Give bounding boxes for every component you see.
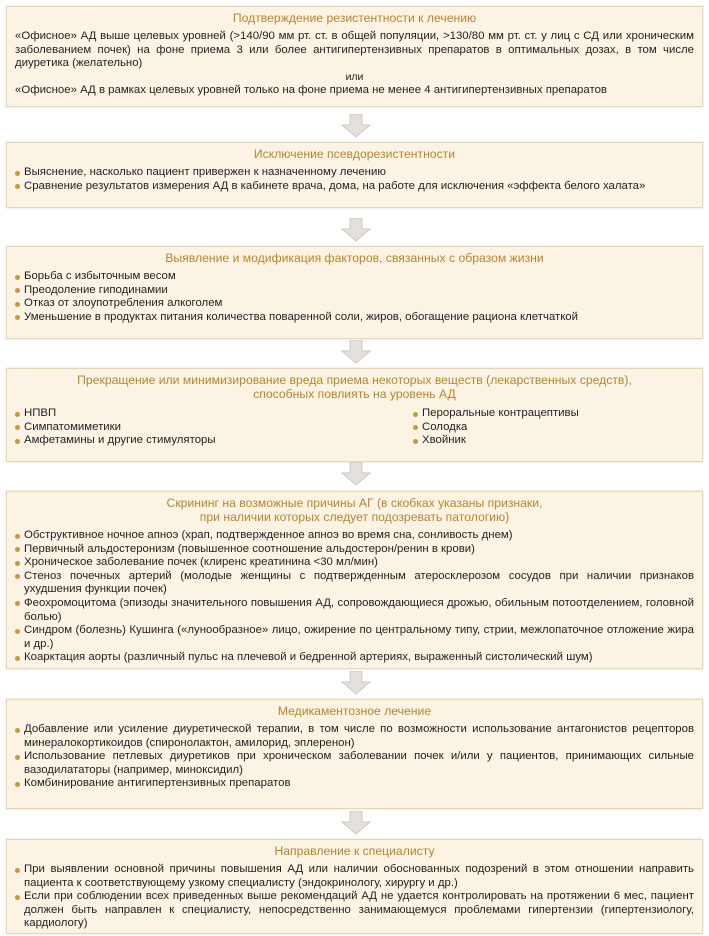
- bullet-list: [15, 863, 694, 931]
- step-box-screening: [6, 491, 703, 669]
- list-item: Симпатомиметики: [15, 421, 413, 435]
- down-arrow-icon: [341, 462, 371, 486]
- step-title: [15, 496, 694, 524]
- step-title-line: способных повлиять на уровень АД: [253, 387, 456, 401]
- list-item: Сравнение результатов измерения АД в кабинете врача, дома, на работе для исключения «эффекта белого халата»: [15, 180, 694, 194]
- step-title-line: при наличии которых следует подозревать патологию): [199, 510, 510, 524]
- list-item: Использование петлевых диуретиков при хроническом заболевании почек и/или у пациентов, принимающих сильные вазодилататоры (например, миноксидил): [15, 750, 694, 777]
- step-box-substances: [6, 368, 703, 462]
- list-item: Коарктация аорты (различный пульс на плечевой и бедренной артериях, выраженный систолический шум): [15, 651, 694, 665]
- down-arrow-icon: [341, 671, 371, 695]
- two-column-list: [15, 407, 694, 448]
- list-item: Комбинирование антигипертензивных препаратов: [15, 777, 694, 791]
- list-item: Обструктивное ночное апноэ (храп, подтвержденное апноэ во время сна, сонливость днем): [15, 529, 694, 543]
- step-title-line: Прекращение или минимизирование вреда приема некоторых веществ (лекарственных средств),: [77, 373, 632, 387]
- list-item: Если при соблюдении всех приведенных выше рекомендаций АД не удается контролировать на протяжении 6 мес, пациент должен быть направлен к специалисту, непосредственно занимающемуся проблемами гипертензии (гипертензиологу, кардиологу): [15, 890, 694, 931]
- down-arrow-icon: [341, 114, 371, 138]
- list-item: Отказ от злоупотребления алкоголем: [15, 297, 694, 311]
- list-item: При выявлении основной причины повышения АД или наличии обоснованных подозрений в этом отношении направить пациента к соответствующему узкому специалисту (эндокринологу, хирургу и др.): [15, 863, 694, 890]
- step-box-medication: [6, 699, 703, 809]
- down-arrow-icon: [341, 218, 371, 242]
- bullet-list: [15, 529, 694, 665]
- list-item: Пероральные контрацептивы: [413, 407, 683, 421]
- step-title: Медикаментозное лечение: [277, 704, 432, 718]
- list-item: Стеноз почечных артерий (молодые женщины с подтвержденным атеросклерозом сосудов при наличии признаков ухудшения функции почек): [15, 570, 694, 597]
- step-paragraph: «Офисное» АД выше целевых уровней (>140/90 мм рт. ст. в общей популяции, >130/80 мм рт. ст. у лиц с СД или хроническим заболеванием почек) на фоне приема 3 или более антигипертензивных препаратов в оптимальных дозах, в том числе диуретика (желательно): [15, 30, 694, 70]
- step-title: Направление к специалисту: [274, 844, 435, 858]
- step-box-specialist-referral: [6, 839, 703, 934]
- list-item: Хроническое заболевание почек (клиренс креатинина <30 мл/мин): [15, 556, 694, 570]
- list-item: Солодка: [413, 421, 683, 435]
- step-box-resistance-confirmation: [6, 6, 703, 107]
- list-item: Хвойник: [413, 434, 683, 448]
- step-box-lifestyle: [6, 246, 703, 339]
- bullet-list-right: [413, 407, 683, 448]
- list-item: Уменьшение в продуктах питания количества поваренной соли, жиров, обогащение рациона клетчаткой: [15, 311, 694, 325]
- list-item: Амфетамины и другие стимуляторы: [15, 434, 413, 448]
- list-item: Выяснение, насколько пациент привержен к назначенному лечению: [15, 166, 694, 180]
- list-item: Синдром (болезнь) Кушинга («лунообразное» лицо, ожирение по центральному типу, стрии, межлопаточное отложение жира и др.): [15, 624, 694, 651]
- down-arrow-icon: [341, 340, 371, 364]
- step-title: Исключение псевдорезистентности: [253, 147, 456, 161]
- bullet-list-left: [15, 407, 413, 448]
- down-arrow-icon: [341, 811, 371, 835]
- or-connector: или: [345, 70, 364, 83]
- list-item: Борьба с избыточным весом: [15, 270, 694, 284]
- step-title: Подтверждение резистентности к лечению: [232, 11, 477, 25]
- step-title: [15, 373, 694, 401]
- list-item: Добавление или усиление диуретической терапии, в том числе по возможности использование антагонистов рецепторов минералокортикоидов (спиронолактон, амилорид, эплеренон): [15, 723, 694, 750]
- list-item: Феохромоцитома (эпизоды значительного повышения АД, сопровождающиеся дрожью, обильным потоотделением, головной болью): [15, 597, 694, 624]
- list-item: НПВП: [15, 407, 413, 421]
- step-paragraph: «Офисное» АД в рамках целевых уровней только на фоне приема не менее 4 антигипертензивных препаратов: [15, 83, 607, 96]
- step-title: Выявление и модификация факторов, связанных с образом жизни: [165, 251, 544, 265]
- step-title-line: Скрининг на возможные причины АГ (в скобках указаны признаки,: [166, 496, 543, 510]
- bullet-list: [15, 270, 694, 324]
- step-box-pseudoresistance: [6, 142, 703, 208]
- bullet-list: [15, 166, 694, 193]
- list-item: Преодоление гиподинамии: [15, 284, 694, 298]
- list-item: Первичный альдостеронизм (повышенное соотношение альдостерон/ренин в крови): [15, 543, 694, 557]
- bullet-list: [15, 723, 694, 791]
